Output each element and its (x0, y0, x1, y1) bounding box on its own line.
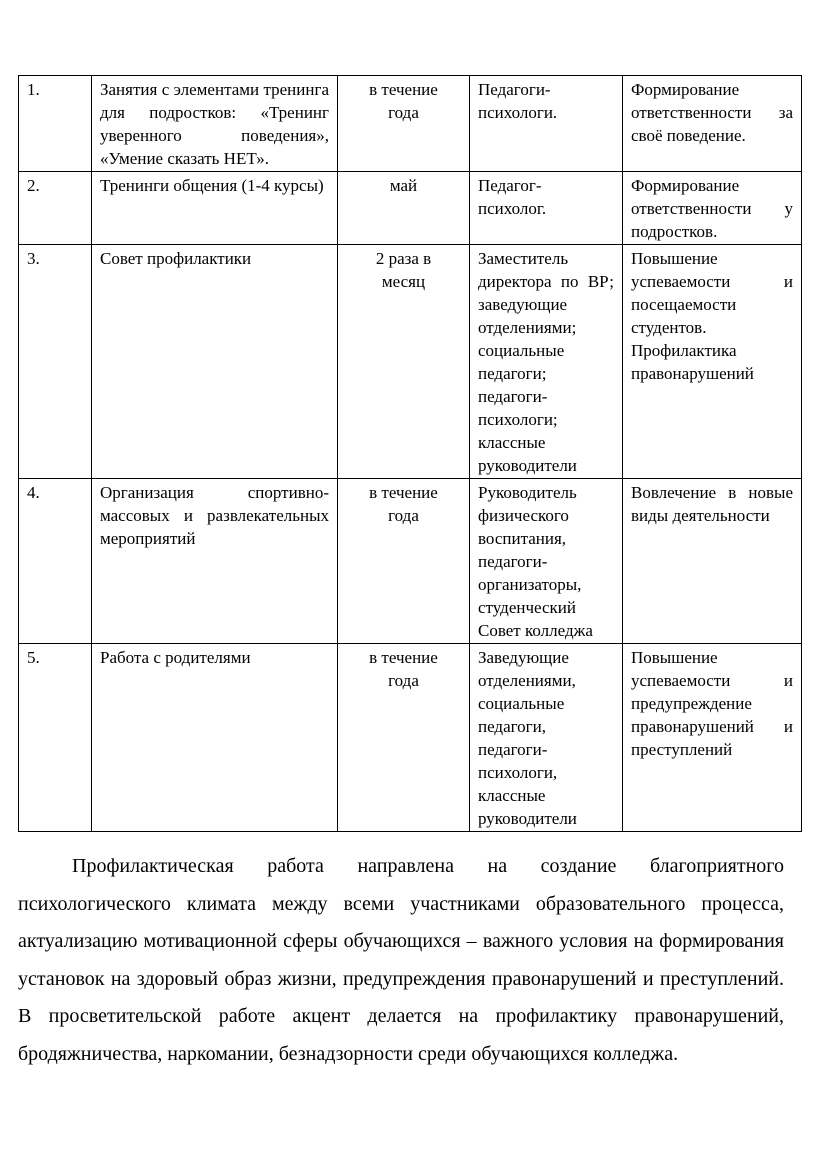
timing-cell: 2 раза в месяц (338, 245, 470, 479)
responsible-cell: Заместитель директора по ВР; заведующие отделениями; социальные педагоги; педагоги-психологи; классные руководители (470, 245, 623, 479)
event-cell: Работа с родителями (92, 644, 338, 832)
table-row (19, 76, 802, 172)
event-cell: Совет профилактики (92, 245, 338, 479)
responsible-cell: Педагоги- психологи. (470, 76, 623, 172)
timing-cell: в течение года (338, 76, 470, 172)
table-row (19, 644, 802, 832)
goal-cell: Вовлечение в новые виды деятельности (623, 479, 802, 644)
body-paragraph: Профилактическая работа направлена на создание благоприятного психологического климата между всеми участниками образовательного процесса, актуализацию мотивационной сферы обучающихся – важного условия на формирования установок на здоровый образ жизни, предупреждения правонарушений и преступлений. В просветительской работе акцент делается на профилактику правонарушений, бродяжничества, наркомании, безнадзорности среди обучающихся колледжа. (18, 855, 784, 1065)
row-number: 1. (19, 76, 92, 172)
timing-cell: в течение года (338, 479, 470, 644)
table-row (19, 172, 802, 245)
row-number: 3. (19, 245, 92, 479)
goal-cell: Повышение успеваемости и предупреждение правонарушений и преступлений (623, 644, 802, 832)
goal-cell: Формирование ответственности у подростков. (623, 172, 802, 245)
timing-cell: в течение года (338, 644, 470, 832)
responsible-cell: Руководитель физического воспитания, педагоги-организаторы, студенческий Совет колледжа (470, 479, 623, 644)
row-number: 4. (19, 479, 92, 644)
prevention-plan-table (18, 75, 802, 832)
responsible-cell: Заведующие отделениями, социальные педагоги, педагоги-психологи, классные руководители (470, 644, 623, 832)
goal-cell: Формирование ответственности за своё поведение. (623, 76, 802, 172)
event-cell: Организация спортивно-массовых и развлекательных мероприятий (92, 479, 338, 644)
event-cell: Занятия с элементами тренинга для подростков: «Тренинг уверенного поведения», «Умение сказать НЕТ». (92, 76, 338, 172)
row-number: 2. (19, 172, 92, 245)
goal-cell: Повышение успеваемости и посещаемости студентов. Профилактика правонарушений (623, 245, 802, 479)
table-row (19, 245, 802, 479)
responsible-cell: Педагог- психолог. (470, 172, 623, 245)
row-number: 5. (19, 644, 92, 832)
timing-cell: май (338, 172, 470, 245)
table-row (19, 479, 802, 644)
event-cell: Тренинги общения (1-4 курсы) (92, 172, 338, 245)
